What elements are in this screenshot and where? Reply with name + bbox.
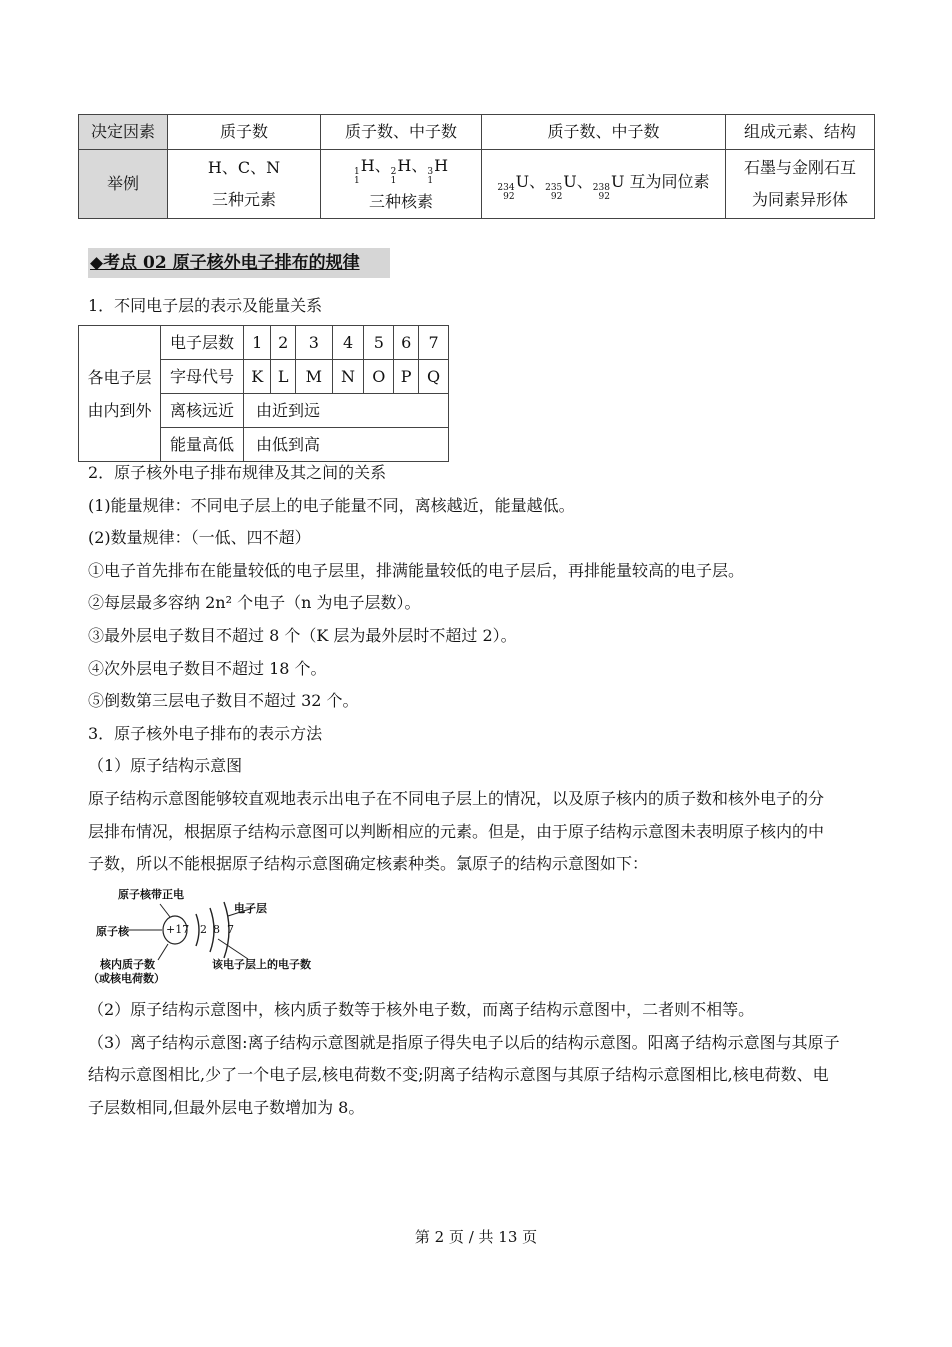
table-cell bbox=[482, 150, 726, 219]
cell-text: 互为同位素 bbox=[624, 172, 710, 191]
table-cell: L bbox=[271, 360, 296, 394]
text-line: （3）离子结构示意图:离子结构示意图就是指原子得失电子以后的结构示意图。阳离子结构示意图与其原子 bbox=[88, 1032, 840, 1052]
row-label: 离核远近 bbox=[161, 394, 244, 428]
text-line: (1)能量规律：不同电子层上的电子能量不同，离核越近，能量越低。 bbox=[88, 495, 575, 515]
table-group-label: 各电子层由内到外 bbox=[79, 326, 161, 462]
text-line: （1）原子结构示意图 bbox=[88, 756, 243, 776]
isotope-list: 1 1 H、 2 1 H、 3 1 H bbox=[353, 156, 449, 186]
text-line: ④次外层电子数目不超过 18 个。 bbox=[88, 658, 327, 678]
label-electron-shell: 电子层 bbox=[234, 902, 267, 915]
cell-line: 三种核素 bbox=[368, 192, 433, 211]
electron-shell-table bbox=[78, 325, 449, 462]
text-line: ①电子首先排布在能量较低的电子层里，排满能量较低的电子层后，再排能量较高的电子层。 bbox=[88, 560, 745, 580]
label-positive-charge: 原子核带正电 bbox=[118, 888, 184, 901]
table-cell: Q bbox=[419, 360, 449, 394]
text-line: 3．原子核外电子排布的表示方法 bbox=[88, 723, 323, 743]
text-line: 层排布情况，根据原子结构示意图可以判断相应的元素。但是，由于原子结构示意图未表明原子核内的中 bbox=[88, 821, 825, 841]
table-cell: 由低到高 bbox=[244, 428, 449, 462]
section-heading: ◆考点 02 原子核外电子排布的规律 bbox=[88, 248, 390, 278]
text-line: ③最外层电子数目不超过 8 个（K 层为最外层时不超过 2）。 bbox=[88, 626, 517, 645]
nucleus-charge: +17 bbox=[166, 923, 190, 936]
comparison-table bbox=[78, 114, 875, 219]
isotope: 234 92 U bbox=[497, 172, 530, 202]
row-label: 字母代号 bbox=[161, 360, 244, 394]
text-line: 子层数相同,但最外层电子数增加为 8。 bbox=[88, 1097, 365, 1117]
text-line: 子数，所以不能根据原子结构示意图确定核素种类。氯原子的结构示意图如下： bbox=[88, 854, 649, 874]
label-protons: 核内质子数 bbox=[100, 958, 155, 971]
table-cell: O bbox=[364, 360, 394, 394]
table-cell: 质子数 bbox=[168, 115, 321, 150]
table-cell: N bbox=[332, 360, 364, 394]
cell-line: 三种元素 bbox=[211, 190, 276, 209]
table-cell bbox=[726, 150, 875, 219]
electron-count: 8 bbox=[213, 923, 220, 936]
table-cell: 2 bbox=[271, 326, 296, 360]
table-cell: 7 bbox=[419, 326, 449, 360]
table-cell: 5 bbox=[364, 326, 394, 360]
table-cell: 质子数、中子数 bbox=[482, 115, 726, 150]
text-line: ⑤倒数第三层电子数目不超过 32 个。 bbox=[88, 691, 359, 711]
text-line: (2)数量规律：（一低、四不超） bbox=[88, 528, 311, 548]
text-line: 结构示意图相比,少了一个电子层,核电荷数不变;阴离子结构示意图与其原子结构示意图相比,核电荷数、电 bbox=[88, 1065, 829, 1085]
table-cell: 由近到远 bbox=[244, 394, 449, 428]
isotope: 235 92 U bbox=[545, 172, 577, 202]
cell-line: H、C、N bbox=[207, 158, 281, 177]
table-cell: 组成元素、结构 bbox=[726, 115, 875, 150]
chlorine-atom-diagram bbox=[88, 884, 328, 984]
table-cell: 1 bbox=[244, 326, 271, 360]
isotope: 2 1 H bbox=[390, 156, 412, 186]
label-electron-count: 该电子层上的电子数 bbox=[212, 958, 311, 971]
table-cell bbox=[321, 150, 482, 219]
text-line: 原子结构示意图能够较直观地表示出电子在不同电子层上的情况，以及原子核内的质子数和核外电子的分 bbox=[88, 789, 825, 808]
isotope: 1 1 H bbox=[353, 156, 375, 186]
table-cell: M bbox=[295, 360, 332, 394]
subheading: 1．不同电子层的表示及能量关系 bbox=[88, 296, 323, 315]
text-line: 2．原子核外电子排布规律及其之间的关系 bbox=[88, 463, 387, 482]
row-label: 电子层数 bbox=[161, 326, 244, 360]
row-label: 能量高低 bbox=[161, 428, 244, 462]
isotope-list: 234 92 U、 235 92 U、 238 92 U bbox=[497, 172, 625, 202]
table-header-cell: 决定因素 bbox=[79, 115, 168, 150]
cell-line: 石墨与金刚石互 bbox=[743, 158, 856, 177]
table-cell: K bbox=[244, 360, 271, 394]
electron-count: 2 bbox=[200, 923, 207, 936]
isotope: 3 1 H bbox=[427, 156, 449, 186]
text-line: ②每层最多容纳 2n² 个电子（n 为电子层数）。 bbox=[88, 593, 421, 613]
page-footer: 第 2 页 / 共 13 页 bbox=[414, 1228, 538, 1246]
label-nucleus: 原子核 bbox=[96, 925, 129, 938]
table-cell bbox=[168, 150, 321, 219]
table-cell: 6 bbox=[394, 326, 419, 360]
table-cell: 4 bbox=[332, 326, 364, 360]
table-header-cell: 举例 bbox=[79, 150, 168, 219]
cell-line: 为同素异形体 bbox=[751, 190, 848, 209]
isotope: 238 92 U bbox=[592, 172, 625, 202]
electron-count: 7 bbox=[227, 923, 234, 936]
table-cell: P bbox=[394, 360, 419, 394]
label-nuclear-charge: （或核电荷数） bbox=[88, 972, 165, 985]
table-cell: 3 bbox=[295, 326, 332, 360]
table-cell: 质子数、中子数 bbox=[321, 115, 482, 150]
text-line: （2）原子结构示意图中，核内质子数等于核外电子数，而离子结构示意图中，二者则不相等。 bbox=[88, 1000, 755, 1019]
